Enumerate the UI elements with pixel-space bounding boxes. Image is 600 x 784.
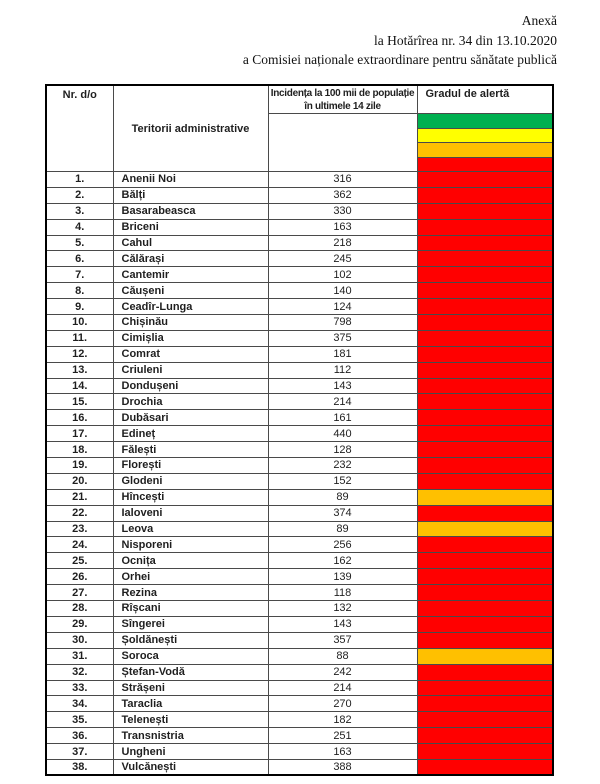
row-alert-cell (417, 601, 553, 617)
row-number: 31. (46, 648, 113, 664)
row-alert-cell (417, 696, 553, 712)
row-number: 25. (46, 553, 113, 569)
row-territory: Ceadîr-Lunga (113, 299, 268, 315)
row-alert-cell (417, 283, 553, 299)
table-header (46, 85, 553, 172)
row-territory: Nisporeni (113, 537, 268, 553)
row-territory: Cahul (113, 235, 268, 251)
row-territory: Vulcănești (113, 759, 268, 775)
table-row (46, 299, 553, 315)
row-incidence-value: 140 (268, 283, 417, 299)
table-row (46, 648, 553, 664)
row-alert-cell (417, 473, 553, 489)
row-territory: Basarabeasca (113, 203, 268, 219)
row-number: 15. (46, 394, 113, 410)
table-row (46, 489, 553, 505)
row-incidence-value: 375 (268, 330, 417, 346)
row-incidence-value: 218 (268, 235, 417, 251)
row-territory: Leova (113, 521, 268, 537)
table-row (46, 330, 553, 346)
table-row (46, 759, 553, 775)
row-alert-cell (417, 759, 553, 775)
row-alert-cell (417, 553, 553, 569)
row-number: 19. (46, 458, 113, 474)
row-territory: Ungheni (113, 744, 268, 760)
table-row (46, 362, 553, 378)
table-row (46, 553, 553, 569)
row-number: 27. (46, 585, 113, 601)
heading-decision-reference: la Hotărîrea nr. 34 din 13.10.2020 (374, 32, 557, 48)
row-number: 10. (46, 315, 113, 331)
row-alert-cell (417, 362, 553, 378)
row-alert-cell (417, 267, 553, 283)
table-row (46, 235, 553, 251)
row-territory: Sîngerei (113, 616, 268, 632)
row-incidence-value: 182 (268, 712, 417, 728)
row-alert-cell (417, 346, 553, 362)
row-incidence-value: 242 (268, 664, 417, 680)
row-incidence-value: 112 (268, 362, 417, 378)
row-incidence-value: 181 (268, 346, 417, 362)
row-territory: Șoldănești (113, 632, 268, 648)
table-row (46, 426, 553, 442)
row-incidence-value: 270 (268, 696, 417, 712)
row-incidence-value: 388 (268, 759, 417, 775)
row-number: 16. (46, 410, 113, 426)
row-alert-cell (417, 537, 553, 553)
row-number: 21. (46, 489, 113, 505)
row-number: 30. (46, 632, 113, 648)
row-territory: Hîncești (113, 489, 268, 505)
row-territory: Telenești (113, 712, 268, 728)
row-alert-cell (417, 505, 553, 521)
row-territory: Drochia (113, 394, 268, 410)
document-heading (17, 11, 557, 70)
row-number: 3. (46, 203, 113, 219)
row-number: 5. (46, 235, 113, 251)
row-territory: Florești (113, 458, 268, 474)
row-territory: Căușeni (113, 283, 268, 299)
row-incidence-value: 124 (268, 299, 417, 315)
header-nr: Nr. d/o (46, 85, 113, 172)
row-territory: Ștefan-Vodă (113, 664, 268, 680)
table-row (46, 505, 553, 521)
row-incidence-value: 256 (268, 537, 417, 553)
table-row (46, 744, 553, 760)
table-row (46, 632, 553, 648)
table-row (46, 267, 553, 283)
table-row (46, 458, 553, 474)
table-row (46, 680, 553, 696)
row-incidence-value: 139 (268, 569, 417, 585)
row-alert-cell (417, 378, 553, 394)
row-alert-cell (417, 315, 553, 331)
row-alert-cell (417, 632, 553, 648)
row-alert-cell (417, 458, 553, 474)
table-row (46, 378, 553, 394)
row-number: 6. (46, 251, 113, 267)
row-number: 8. (46, 283, 113, 299)
row-territory: Rîșcani (113, 601, 268, 617)
row-alert-cell (417, 585, 553, 601)
row-number: 28. (46, 601, 113, 617)
row-incidence-value: 214 (268, 680, 417, 696)
row-incidence-value: 89 (268, 521, 417, 537)
row-incidence-value: 88 (268, 648, 417, 664)
row-incidence-value: 118 (268, 585, 417, 601)
heading-commission-name: a Comisiei naționale extraordinare pentru sănătate publică (242, 52, 557, 67)
table-row (46, 283, 553, 299)
row-alert-cell (417, 712, 553, 728)
table-row (46, 442, 553, 458)
table-row (46, 569, 553, 585)
row-alert-cell (417, 680, 553, 696)
row-incidence-value: 162 (268, 553, 417, 569)
row-number: 1. (46, 172, 113, 188)
row-number: 37. (46, 744, 113, 760)
row-number: 33. (46, 680, 113, 696)
row-territory: Transnistria (113, 728, 268, 744)
row-territory: Briceni (113, 219, 268, 235)
row-incidence-value: 132 (268, 601, 417, 617)
row-territory: Anenii Noi (113, 172, 268, 188)
row-incidence-value: 330 (268, 203, 417, 219)
row-incidence-value: 128 (268, 442, 417, 458)
row-territory: Rezina (113, 585, 268, 601)
row-number: 34. (46, 696, 113, 712)
row-alert-cell (417, 664, 553, 680)
row-territory: Soroca (113, 648, 268, 664)
header-territories: Teritorii administrative (113, 85, 268, 172)
row-incidence-value: 245 (268, 251, 417, 267)
row-territory: Ialoveni (113, 505, 268, 521)
row-incidence-value: 143 (268, 616, 417, 632)
row-number: 11. (46, 330, 113, 346)
table-row (46, 601, 553, 617)
row-incidence-value: 163 (268, 744, 417, 760)
row-territory: Dubăsari (113, 410, 268, 426)
row-number: 7. (46, 267, 113, 283)
row-number: 23. (46, 521, 113, 537)
row-alert-cell (417, 203, 553, 219)
table-row (46, 728, 553, 744)
row-number: 24. (46, 537, 113, 553)
table-row (46, 251, 553, 267)
row-incidence-value: 161 (268, 410, 417, 426)
row-number: 14. (46, 378, 113, 394)
row-incidence-value: 102 (268, 267, 417, 283)
row-number: 2. (46, 187, 113, 203)
alert-scale-yellow-band (417, 128, 553, 143)
row-alert-cell (417, 744, 553, 760)
row-alert-cell (417, 330, 553, 346)
row-alert-cell (417, 521, 553, 537)
row-number: 13. (46, 362, 113, 378)
table-row (46, 616, 553, 632)
row-territory: Bălți (113, 187, 268, 203)
table-row (46, 696, 553, 712)
row-territory: Călărași (113, 251, 268, 267)
row-number: 12. (46, 346, 113, 362)
row-territory: Chișinău (113, 315, 268, 331)
row-incidence-value: 163 (268, 219, 417, 235)
row-number: 38. (46, 759, 113, 775)
row-territory: Strășeni (113, 680, 268, 696)
row-incidence-value: 143 (268, 378, 417, 394)
row-incidence-value: 89 (268, 489, 417, 505)
row-incidence-value: 798 (268, 315, 417, 331)
row-number: 29. (46, 616, 113, 632)
row-alert-cell (417, 569, 553, 585)
table-row (46, 521, 553, 537)
row-incidence-value: 232 (268, 458, 417, 474)
table-body (46, 172, 553, 776)
table-row (46, 315, 553, 331)
row-alert-cell (417, 489, 553, 505)
alert-scale-green-band (417, 114, 553, 129)
row-alert-cell (417, 187, 553, 203)
incidence-header-spacer (268, 114, 417, 172)
table-row (46, 585, 553, 601)
row-number: 35. (46, 712, 113, 728)
row-incidence-value: 362 (268, 187, 417, 203)
row-number: 18. (46, 442, 113, 458)
table-row (46, 394, 553, 410)
incidence-alert-table (45, 84, 554, 776)
table-row (46, 172, 553, 188)
row-territory: Dondușeni (113, 378, 268, 394)
table-row (46, 203, 553, 219)
table-row (46, 537, 553, 553)
row-number: 9. (46, 299, 113, 315)
row-number: 32. (46, 664, 113, 680)
row-incidence-value: 152 (268, 473, 417, 489)
row-territory: Edineț (113, 426, 268, 442)
row-incidence-value: 374 (268, 505, 417, 521)
row-territory: Glodeni (113, 473, 268, 489)
table-row (46, 473, 553, 489)
row-territory: Ocnița (113, 553, 268, 569)
alert-scale-red-band (417, 157, 553, 172)
row-alert-cell (417, 172, 553, 188)
row-alert-cell (417, 442, 553, 458)
row-incidence-value: 357 (268, 632, 417, 648)
row-incidence-value: 316 (268, 172, 417, 188)
heading-annex-label: Anexă (521, 13, 557, 28)
table-row (46, 712, 553, 728)
row-alert-cell (417, 728, 553, 744)
row-territory: Cantemir (113, 267, 268, 283)
row-territory: Fălești (113, 442, 268, 458)
row-number: 20. (46, 473, 113, 489)
row-territory: Criuleni (113, 362, 268, 378)
row-number: 4. (46, 219, 113, 235)
table-row (46, 219, 553, 235)
row-incidence-value: 440 (268, 426, 417, 442)
row-territory: Comrat (113, 346, 268, 362)
row-alert-cell (417, 426, 553, 442)
row-incidence-value: 251 (268, 728, 417, 744)
table-row (46, 664, 553, 680)
row-number: 36. (46, 728, 113, 744)
row-alert-cell (417, 235, 553, 251)
row-number: 22. (46, 505, 113, 521)
row-alert-cell (417, 410, 553, 426)
row-number: 26. (46, 569, 113, 585)
alert-scale-orange-band (417, 143, 553, 158)
header-incidence: Incidența la 100 mii de populație în ultimele 14 zile (268, 85, 417, 114)
row-alert-cell (417, 394, 553, 410)
row-territory: Cimișlia (113, 330, 268, 346)
row-alert-cell (417, 616, 553, 632)
header-alert-level: Gradul de alertă (417, 85, 553, 114)
table-row (46, 187, 553, 203)
row-territory: Orhei (113, 569, 268, 585)
table-row (46, 410, 553, 426)
row-territory: Taraclia (113, 696, 268, 712)
row-alert-cell (417, 299, 553, 315)
header-row (46, 85, 553, 114)
table-row (46, 346, 553, 362)
row-alert-cell (417, 251, 553, 267)
row-alert-cell (417, 219, 553, 235)
row-number: 17. (46, 426, 113, 442)
row-incidence-value: 214 (268, 394, 417, 410)
row-alert-cell (417, 648, 553, 664)
